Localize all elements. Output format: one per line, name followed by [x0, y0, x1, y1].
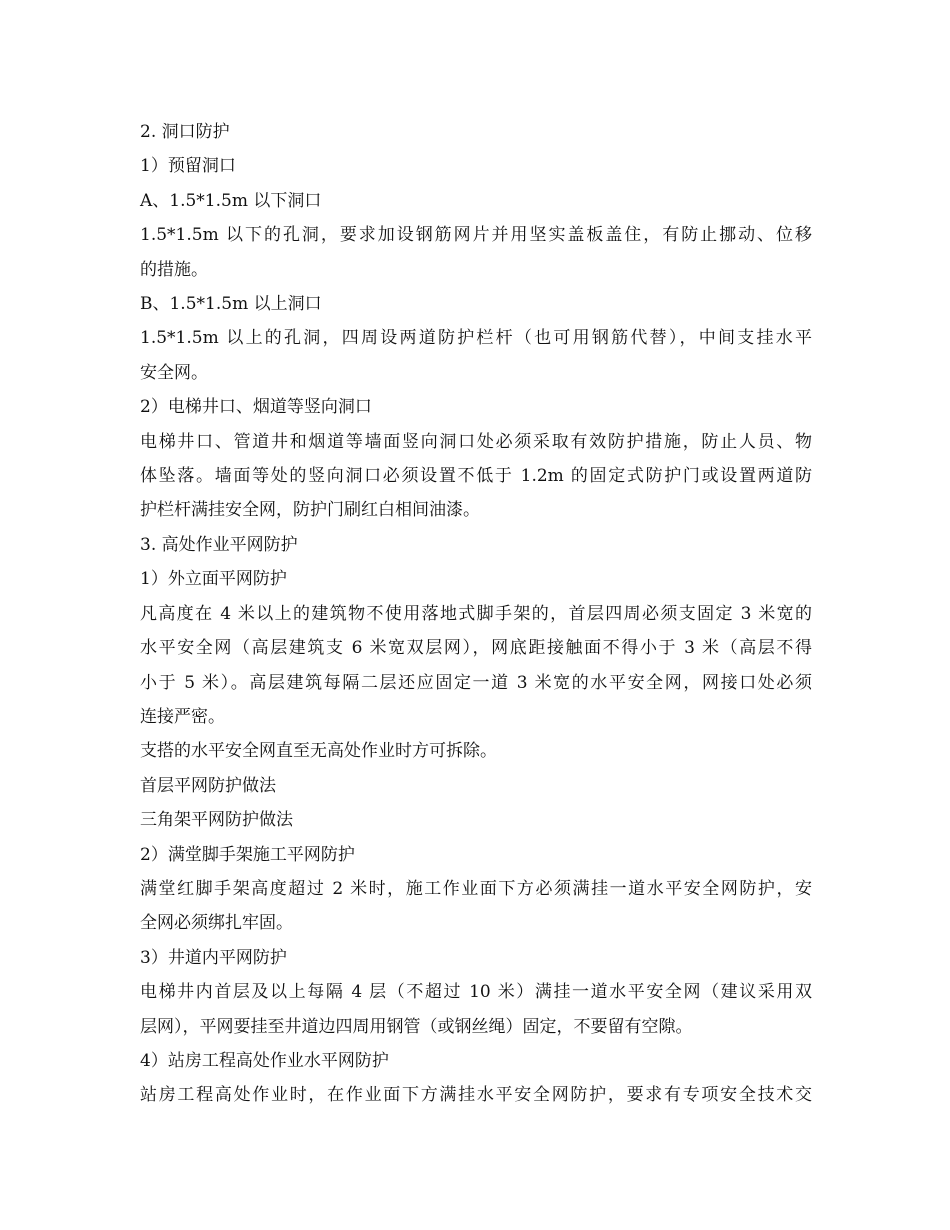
document-body — [140, 115, 812, 1113]
text-line: 满堂红脚手架高度超过 2 米时，施工作业面下方必须满挂一道水平安全网防护，安 — [140, 878, 812, 899]
text-line: 1.5*1.5m 以上的孔洞，四周设两道防护栏杆（也可用钢筋代替），中间支挂水平 — [140, 328, 812, 349]
text-line: A、1.5*1.5m 以下洞口 — [140, 190, 322, 211]
text-line: 三角架平网防护做法 — [140, 810, 293, 831]
text-line: 1）外立面平网防护 — [140, 569, 287, 590]
text-line: 体坠落。墙面等处的竖向洞口必须设置不低于 1.2m 的固定式防护门或设置两道防 — [140, 466, 812, 487]
text-line: 1.5*1.5m 以下的孔洞，要求加设钢筋网片并用坚实盖板盖住，有防止挪动、位移 — [140, 225, 812, 246]
text-line: 4）站房工程高处作业水平网防护 — [140, 1050, 389, 1071]
text-line: 水平安全网（高层建筑支 6 米宽双层网），网底距接触面不得小于 3 米（高层不得 — [140, 638, 812, 659]
text-line: 首层平网防护做法 — [140, 775, 276, 796]
text-line: 3）井道内平网防护 — [140, 947, 287, 968]
text-line: 小于 5 米）。高层建筑每隔二层还应固定一道 3 米宽的水平安全网，网接口处必须 — [140, 672, 812, 693]
text-line: B、1.5*1.5m 以上洞口 — [140, 294, 322, 315]
text-line: 凡高度在 4 米以上的建筑物不使用落地式脚手架的，首层四周必须支固定 3 米宽的 — [140, 603, 812, 624]
text-line: 层网），平网要挂至井道边四周用钢管（或钢丝绳）固定，不要留有空隙。 — [140, 1016, 693, 1037]
text-line: 支搭的水平安全网直至无高处作业时方可拆除。 — [140, 741, 497, 762]
text-line: 3. 高处作业平网防护 — [140, 534, 298, 555]
text-line: 2. 洞口防护 — [140, 122, 230, 142]
text-line: 电梯井内首层及以上每隔 4 层（不超过 10 米）满挂一道水平安全网（建议采用双 — [140, 982, 812, 1003]
text-line: 2）电梯井口、烟道等竖向洞口 — [140, 397, 372, 418]
text-line: 1）预留洞口 — [140, 156, 236, 177]
text-line: 全网必须绑扎牢固。 — [140, 913, 293, 934]
text-line: 电梯井口、管道井和烟道等墙面竖向洞口处必须采取有效防护措施，防止人员、物 — [140, 431, 812, 452]
text-line: 2）满堂脚手架施工平网防护 — [140, 844, 355, 865]
text-line: 安全网。 — [140, 362, 208, 383]
text-line: 的措施。 — [140, 259, 208, 280]
text-line: 护栏杆满挂安全网，防护门刷红白相间油漆。 — [140, 500, 480, 521]
text-line: 连接严密。 — [140, 706, 225, 727]
text-line: 站房工程高处作业时，在作业面下方满挂水平安全网防护，要求有专项安全技术交 — [140, 1085, 812, 1106]
